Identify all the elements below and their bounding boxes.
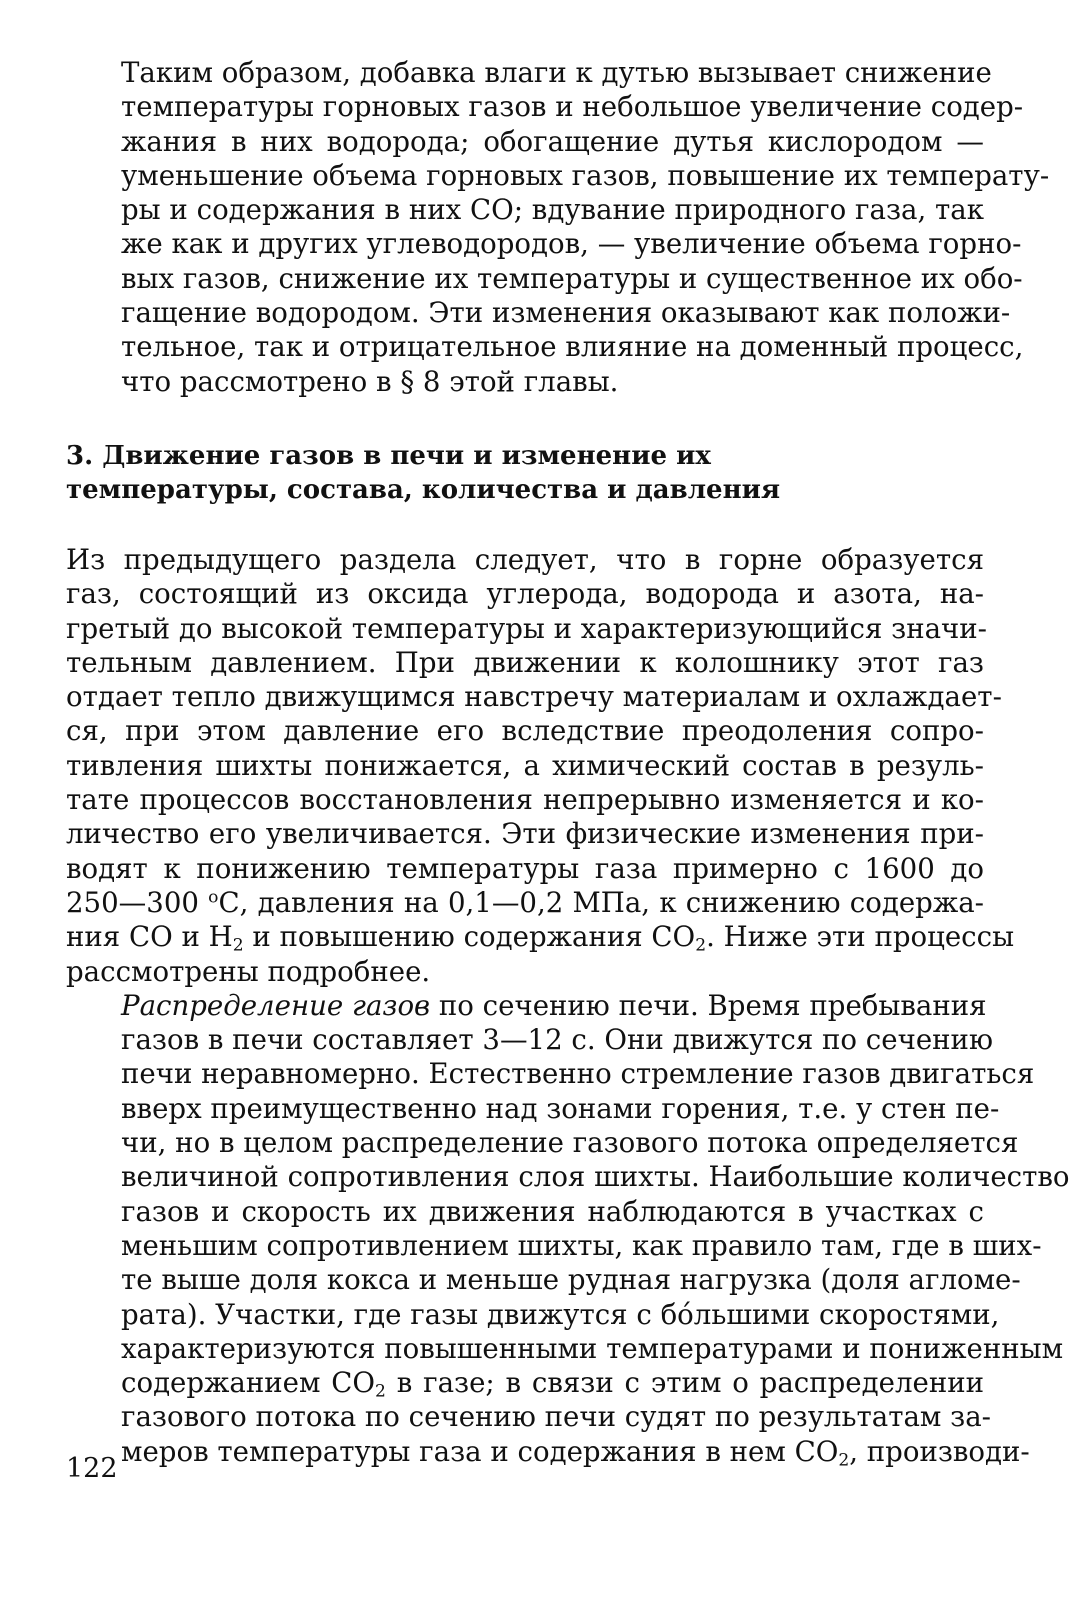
- text-line: гретый до высокой температуры и характеризующийся значи-: [66, 611, 988, 645]
- book-page: [66, 56, 1070, 1556]
- text-line: Из предыдущего раздела следует, что в горне образуется: [66, 542, 984, 576]
- text-line: газ, состоящий из оксида углерода, водорода и азота, на-: [66, 577, 984, 611]
- subscript: 2: [375, 1381, 386, 1402]
- text-line: ры и содержания в них СО; вдувание природного газа, так: [121, 193, 984, 227]
- heading-line: 3. Движение газов в печи и изменение их: [66, 440, 711, 471]
- page-number: 122: [66, 1453, 118, 1484]
- text-line: тельным давлением. При движении к колошнику этот газ: [66, 645, 984, 679]
- text-line: чи, но в целом распределение газового потока определяется: [121, 1126, 1019, 1160]
- text-run: и повышению содержания СО: [243, 920, 696, 954]
- paragraph-2: [66, 542, 1015, 989]
- text-line: что рассмотрено в § 8 этой главы.: [121, 364, 619, 398]
- text-run: меров температуры газа и содержания в нем СО: [121, 1434, 839, 1468]
- paragraph-3: [66, 988, 1070, 1470]
- text-line: меньшим сопротивлением шихты, как правило там, где в ших-: [121, 1228, 1042, 1262]
- text-line: личество его увеличивается. Эти физические изменения при-: [66, 817, 984, 851]
- text-line: водят к понижению температуры газа примерно с 1600 до: [66, 851, 984, 885]
- subscript: 2: [695, 935, 707, 956]
- text-line: [66, 886, 984, 920]
- text-line: характеризуются повышенными температурами и пониженным: [121, 1331, 1064, 1365]
- subscript: 2: [838, 1449, 850, 1470]
- text-line: газов и скорость их движения наблюдаются в участках с: [121, 1194, 984, 1228]
- italic-term: Распределение газов: [121, 988, 431, 1022]
- text-line: температуры горновых газов и небольшое увеличение содер-: [121, 90, 1024, 124]
- text-line: газов в печи составляет 3—12 с. Они движутся по сечению: [121, 1023, 993, 1057]
- text-line: Таким образом, добавка влаги к дутью вызывает снижение: [121, 56, 992, 89]
- text-line: же как и других углеводородов, — увеличение объема горно-: [121, 227, 1022, 261]
- text-run: содержанием СО: [121, 1366, 376, 1400]
- text-run: ния СО и Н: [66, 920, 233, 954]
- text-line: уменьшение объема горновых газов, повышение их температу-: [121, 158, 1050, 192]
- text-line: ся, при этом давление его вследствие преодоления сопро-: [66, 714, 984, 748]
- text-line: [66, 1434, 1030, 1470]
- text-run: . Ниже эти процессы: [706, 920, 1015, 954]
- text-run: , производи-: [849, 1434, 1030, 1468]
- text-line: величиной сопротивления слоя шихты. Наибольшие количество: [121, 1160, 1070, 1194]
- text-line: [66, 988, 987, 1023]
- text-line: гащение водородом. Эти изменения оказывают как положи-: [121, 296, 1011, 330]
- text-line: вых газов, снижение их температуры и существенное их обо-: [121, 261, 1023, 295]
- paragraph-1: [66, 56, 1050, 399]
- text-line: те выше доля кокса и меньше рудная нагрузка (доля агломе-: [121, 1263, 1021, 1297]
- text-run: С, давления на 0,1—0,2 МПа, к снижению содержа-: [218, 885, 985, 919]
- text-line: [66, 1366, 984, 1400]
- text-run: 250—300: [66, 885, 209, 919]
- text-line: жания в них водорода; обогащение дутья кислородом —: [121, 124, 984, 158]
- degree-mark: о: [208, 887, 219, 908]
- heading-line: температуры, состава, количества и давления: [66, 474, 781, 505]
- section-heading: [66, 439, 984, 507]
- subscript: 2: [232, 935, 244, 956]
- text-line: газового потока по сечению печи судят по результатам за-: [121, 1400, 991, 1434]
- text-run: в газе; в связи с этим о распределении: [385, 1366, 984, 1400]
- text-line: тате процессов восстановления непрерывно изменяется и ко-: [66, 783, 984, 817]
- text-line: печи неравномерно. Естественно стремление газов двигаться: [121, 1057, 1035, 1091]
- text-line: рассмотрены подробнее.: [66, 954, 431, 988]
- text-line: отдает тепло движущимся навстречу материалам и охлаждает-: [66, 680, 1002, 714]
- text-line: рата). Участки, где газы движутся с бóльшими скоростями,: [121, 1297, 1000, 1331]
- text-line: тивления шихты понижается, а химический состав в резуль-: [66, 748, 984, 782]
- text-line: тельное, так и отрицательное влияние на доменный процесс,: [121, 330, 1024, 364]
- text-line: вверх преимущественно над зонами горения, т.е. у стен пе-: [121, 1091, 1000, 1125]
- text-line: [66, 920, 1015, 956]
- text-run: по сечению печи. Время пребывания: [430, 988, 987, 1022]
